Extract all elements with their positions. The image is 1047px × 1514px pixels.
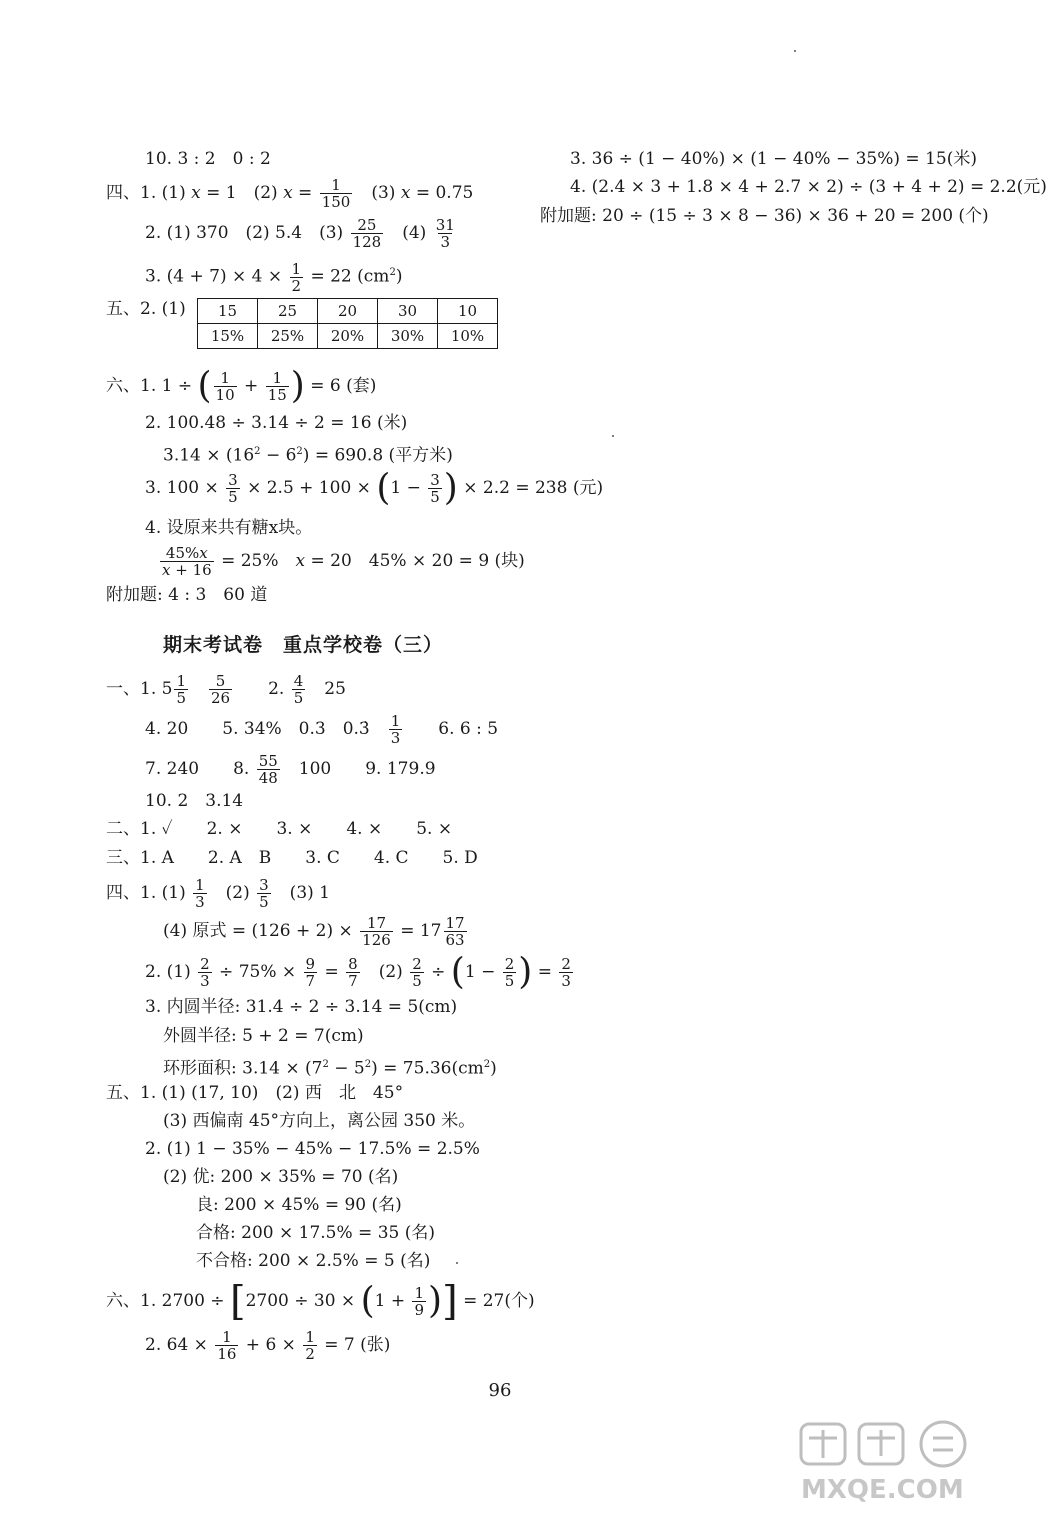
answer-line: $\frac{45\%x}{x + 16}$ = 25% x = 20 45% × 20 = 9 (块)	[162, 544, 525, 579]
table-cell: 25%	[258, 324, 318, 349]
table-cell: 10	[438, 299, 498, 324]
fraction: $\frac{1}{10}$	[215, 369, 235, 404]
section-label: 六、	[106, 376, 140, 396]
fraction: $\frac{2}{5}$	[412, 955, 422, 990]
fraction: $\frac{1}{3}$	[195, 876, 205, 911]
answer-line: 良: 200 × 45% = 90 (名)	[196, 1195, 402, 1215]
fraction: $\frac{1}{3}$	[390, 712, 401, 747]
answer-line: 六、1. 1 ÷ ( $\frac{1}{10}$ + $\frac{1}{15}$ ) = 6 (套)	[106, 365, 377, 407]
table-cell: 30%	[378, 324, 438, 349]
speck	[456, 1262, 458, 1264]
section-label: 四、	[106, 183, 140, 203]
fraction: $\frac{45\%x}{x + 16}$	[162, 544, 212, 579]
speck	[794, 50, 796, 52]
answer-line: 三、1. A 2. A B 3. C 4. C 5. D	[106, 848, 478, 868]
answer-line: 3. 内圆半径: 31.4 ÷ 2 ÷ 3.14 = 5(cm)	[145, 997, 458, 1017]
table-row	[198, 324, 498, 349]
answer-line: 六、1. 2700 ÷ [2700 ÷ 30 × (1 + $\frac{1}{9}$ )] = 27(个)	[106, 1278, 535, 1325]
table-cell: 15	[198, 299, 258, 324]
table-cell: 10%	[438, 324, 498, 349]
answer-line: 四、1. (1) x = 1 (2) x = $\frac{1}{150}$ (3) x = 0.75	[106, 176, 474, 211]
fraction: $\frac{17}{63}$	[445, 914, 465, 949]
answer-line: (2) 优: 200 × 35% = 70 (名)	[163, 1167, 399, 1187]
answer-line: 2. (1) 1 − 35% − 45% − 17.5% = 2.5%	[145, 1139, 480, 1159]
fraction: $\frac{1}{5}$	[176, 672, 186, 707]
fraction: $\frac{8}{7}$	[348, 955, 358, 990]
fraction: $\frac{1}{2}$	[305, 1328, 315, 1363]
answer-line: (4) 原式 = (126 + 2) × $\frac{17}{126}$ = 17 $\frac{17}{63}$	[163, 914, 465, 949]
answer-line: 环形面积: $3.14 \times (7^2 - 5^2) = 75.36(cm^2)$	[163, 1058, 497, 1079]
answer-line: $3.14 \times (16^2 - 6^2) = 690.8$ (平方米)	[163, 445, 453, 466]
answer-line: 2. 64 × $\frac{1}{16}$ + 6 × $\frac{1}{2}$ = 7 (张)	[145, 1328, 391, 1363]
answer-line: 一、1. 5 $\frac{1}{5}$ $\frac{5}{26}$ 2. $\frac{4}{5}$ 25	[106, 672, 346, 707]
table-cell: 25	[258, 299, 318, 324]
fraction: $\frac{1}{15}$	[267, 369, 287, 404]
table-cell: 15%	[198, 324, 258, 349]
answer-line: 二、1. ✓ 2. × 3. × 4. × 5. ×	[106, 819, 453, 839]
answer-line: 10. 3 : 2 0 : 2	[145, 149, 271, 169]
fraction: $\frac{9}{7}$	[305, 955, 316, 990]
fraction: $\frac{1}{150}$	[321, 176, 351, 211]
table-cell: 30	[378, 299, 438, 324]
fraction: $\frac{5}{26}$	[211, 672, 231, 707]
section-label: 五、	[106, 299, 140, 319]
answer-line: 7. 240 8. $\frac{55}{48}$ 100 9. 179.9	[145, 752, 436, 787]
fraction: $\frac{25}{128}$	[352, 216, 382, 251]
fraction: $\frac{2}{5}$	[504, 955, 515, 990]
answer-line: 4. 20 5. 34% 0.3 0.3̇ $\frac{1}{3}$ 6. 6 : 5	[145, 712, 499, 747]
ratio-table	[197, 298, 498, 349]
answer-line: 4. 设原来共有糖x块。	[145, 518, 313, 538]
fraction: $\frac{3}{5}$	[430, 471, 440, 506]
answer-line: 2. (1) $\frac{2}{3}$ ÷ 75% × $\frac{9}{7}$ = $\frac{8}{7}$ (2) $\frac{2}{5}$ ÷ (1 − $\frac{2}{5}$ ) = $\frac{2}{3}$	[145, 951, 571, 993]
fraction: $\frac{55}{48}$	[258, 752, 278, 787]
fraction: $\frac{17}{126}$	[362, 914, 391, 949]
answer-line: 外圆半径: 5 + 2 = 7(cm)	[163, 1026, 364, 1046]
table-row	[198, 299, 498, 324]
answer-line: 2. 100.48 ÷ 3.14 ÷ 2 = 16 (米)	[145, 413, 408, 433]
page-number: 96	[488, 1380, 512, 1401]
watermark-logo	[795, 1416, 980, 1506]
fraction: $\frac{2}{3}$	[200, 955, 210, 990]
fraction: $\frac{31}{3}$	[435, 216, 455, 251]
answer-line: 附加题: 20 ÷ (15 ÷ 3 × 8 − 36) × 36 + 20 = 200 (个)	[540, 206, 989, 226]
answer-line: 五、2. (1)	[106, 299, 186, 319]
fraction: $\frac{1}{2}$	[291, 259, 302, 295]
answer-line: 4. (2.4 × 3 + 1.8 × 4 + 2.7 × 2) ÷ (3 + 4 + 2) = 2.2(元)	[570, 177, 1047, 197]
answer-line: 2. (1) 370 (2) 5.4 (3) $\frac{25}{128}$ (4) $\frac{31}{3}$	[145, 216, 455, 251]
section-title: 期末考试卷 重点学校卷（三）	[163, 634, 444, 656]
answer-line: 五、1. (1) (17, 10) (2) 西 北 45°	[106, 1083, 404, 1103]
fraction: $\frac{1}{16}$	[217, 1328, 237, 1363]
answer-line: 3. 36 ÷ (1 − 40%) × (1 − 40% − 35%) = 15(米)	[570, 149, 977, 169]
speck	[612, 435, 614, 437]
fraction: $\frac{1}{9}$	[414, 1284, 425, 1319]
answer-line: 附加题: 4 : 3 60 道	[106, 585, 268, 605]
answer-line: 3. 100 × $\frac{3}{5}$ × 2.5 + 100 × (1 − $\frac{3}{5}$ ) × 2.2 = 238 (元)	[145, 467, 604, 509]
fraction: $\frac{3}{5}$	[259, 876, 269, 911]
answer-line: 10. 2 3.14	[145, 791, 244, 811]
answer-line: 合格: 200 × 17.5% = 35 (名)	[196, 1223, 436, 1243]
fraction: $\frac{3}{5}$	[228, 471, 238, 506]
answer-line: 不合格: 200 × 2.5% = 5 (名)	[196, 1251, 431, 1271]
fraction: $\frac{4}{5}$	[293, 672, 304, 707]
answer-line: 四、1. (1) $\frac{1}{3}$ (2) $\frac{3}{5}$ (3) 1	[106, 876, 330, 911]
answer-line: 3. (4 + 7) × 4 × $\frac{1}{2}$ = 22 $(cm^2)$	[145, 259, 403, 295]
svg-text:MXQE.COM: MXQE.COM	[801, 1475, 964, 1505]
table-cell: 20	[318, 299, 378, 324]
fraction: $\frac{2}{3}$	[561, 955, 571, 990]
table-cell: 20%	[318, 324, 378, 349]
answer-line: (3) 西偏南 45°方向上，离公园 350 米。	[163, 1111, 476, 1131]
